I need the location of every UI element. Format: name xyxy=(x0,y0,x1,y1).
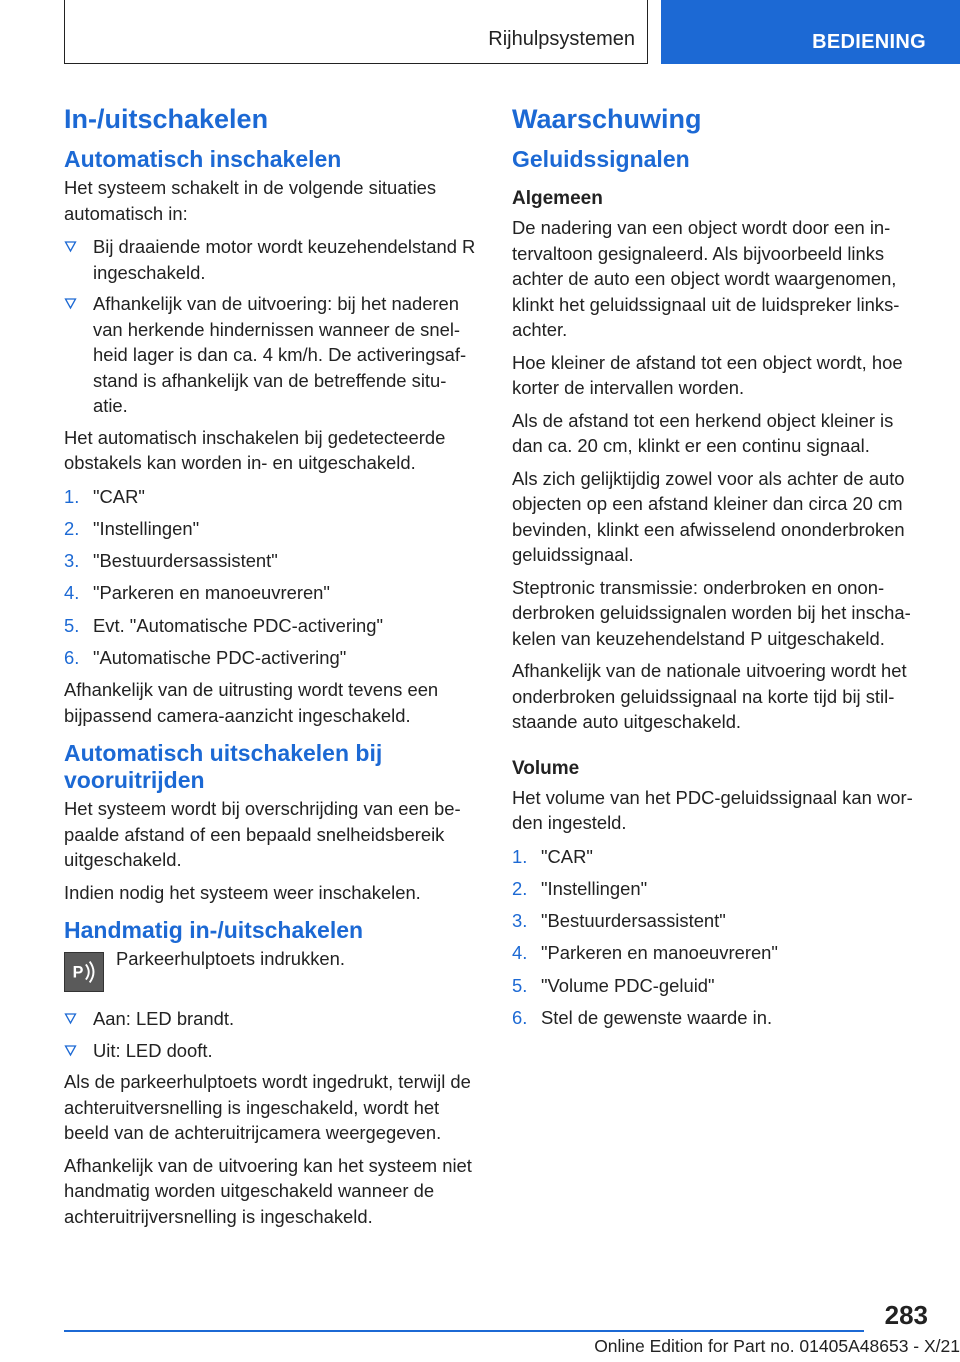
header-chapter-title: BEDIENING xyxy=(812,31,926,53)
auto-on-intro: Het systeem schakelt in de volgende situaties automatisch in: xyxy=(64,177,437,224)
list-item xyxy=(64,516,480,542)
manual-bullets xyxy=(64,1006,480,1063)
step-number: 5. xyxy=(512,974,528,996)
heading-sounds: Geluidssignalen xyxy=(512,146,690,172)
step-number: 2. xyxy=(64,517,80,539)
step-number: 4. xyxy=(64,582,80,604)
auto-on-steps xyxy=(64,484,480,671)
section-title-switching: In-/uitschakelen xyxy=(64,104,269,134)
left-column xyxy=(64,96,480,1236)
list-item xyxy=(512,908,928,934)
section-title-warning: Waarschuwing xyxy=(512,104,702,134)
general-paragraph: Steptronic transmissie: onderbroken en onon-derbroken geluidssignalen worden bij het inscha-kelen van keuzehendelstand P uitgeschakeld. xyxy=(512,576,911,649)
list-item xyxy=(64,1006,480,1032)
auto-on-paragraph: Het automatisch inschakelen bij gedetecteerde obstakels kan worden in- en uitgeschakeld. xyxy=(64,426,446,473)
list-item xyxy=(64,645,480,671)
bullet-text: Aan: LED brandt. xyxy=(93,1008,235,1030)
step-text: "Bestuurdersassistent" xyxy=(541,910,726,932)
triangle-bullet-icon xyxy=(64,240,77,253)
step-number: 2. xyxy=(512,877,528,899)
park-assist-button-icon xyxy=(64,952,104,992)
list-item xyxy=(64,291,480,419)
step-text: "CAR" xyxy=(541,845,593,867)
step-number: 6. xyxy=(512,1006,528,1028)
heading-volume: Volume xyxy=(512,757,580,779)
heading-manual: Handmatig in-/uitschakelen xyxy=(64,917,364,944)
list-item xyxy=(512,1005,928,1031)
footer-divider xyxy=(64,1330,864,1332)
list-item xyxy=(512,973,928,999)
bullet-text: Uit: LED dooft. xyxy=(93,1039,213,1061)
footer-edition: Online Edition for Part no. 01405A48653 - X/21 xyxy=(594,1336,960,1356)
step-text: "Parkeren en manoeuvreren" xyxy=(541,942,778,964)
header-chapter-tab xyxy=(661,0,960,64)
general-paragraph: Afhankelijk van de nationale uitvoering wordt het onderbroken geluidssignaal na korte tijd bij stil-staande auto uitgeschakeld. xyxy=(512,660,907,732)
triangle-bullet-icon xyxy=(64,1012,77,1025)
manual-paragraph-1: Als de parkeerhulptoets wordt ingedrukt, terwijl de achteruitversnelling is ingeschakeld, wordt het beeld van de achteruitrijcamera weergegeven. xyxy=(64,1071,471,1144)
triangle-bullet-icon xyxy=(64,1044,77,1057)
step-number: 1. xyxy=(512,845,528,867)
step-number: 3. xyxy=(64,550,80,572)
step-number: 5. xyxy=(64,614,80,636)
step-text: "CAR" xyxy=(93,485,145,507)
auto-on-bullets xyxy=(64,234,480,419)
page-number: 283 xyxy=(884,1300,928,1330)
volume-steps xyxy=(512,844,928,1031)
heading-auto-off: Automatisch uitschakelen bij vooruitrijden xyxy=(64,740,383,794)
list-item xyxy=(64,613,480,639)
heading-auto-on: Automatisch inschakelen xyxy=(64,146,342,172)
step-text: "Instellingen" xyxy=(93,517,200,539)
auto-off-paragraph-2: Indien nodig het systeem weer inschakelen. xyxy=(64,881,421,903)
general-paragraph: De nadering van een object wordt door een in-tervaltoon gesignaleerd. Als bijvoorbeeld links achter de auto een object wordt waargenomen, klinkt het geluidssignaal uit de luidspreker links-achter. xyxy=(512,217,900,340)
header-section-title: Rijhulpsystemen xyxy=(488,28,635,50)
step-number: 3. xyxy=(512,910,528,932)
header-section-box xyxy=(64,0,648,64)
step-number: 4. xyxy=(512,942,528,964)
triangle-bullet-icon xyxy=(64,297,77,310)
button-instruction xyxy=(64,946,480,998)
step-text: "Volume PDC-geluid" xyxy=(541,974,715,996)
general-paragraph: Als de afstand tot een herkend object kleiner is dan ca. 20 cm, klinkt er een continu signaal. xyxy=(512,409,894,456)
list-item xyxy=(64,548,480,574)
step-text: Evt. "Automatische PDC-activering" xyxy=(93,614,384,636)
step-text: "Automatische PDC-activering" xyxy=(93,646,347,668)
list-item xyxy=(64,580,480,606)
auto-off-paragraph-1: Het systeem wordt bij overschrijding van een be-paalde afstand of een bepaald snelheidsbereik uitgeschakeld. xyxy=(64,798,461,871)
step-text: "Bestuurdersassistent" xyxy=(93,550,278,572)
step-text: "Parkeren en manoeuvreren" xyxy=(93,582,330,604)
list-item xyxy=(512,876,928,902)
list-item xyxy=(64,234,480,285)
step-number: 1. xyxy=(64,485,80,507)
step-number: 6. xyxy=(64,646,80,668)
manual-paragraph-2: Afhankelijk van de uitvoering kan het systeem niet handmatig worden uitgeschakeld wanneer de achteruitrijversnelling is ingeschakeld. xyxy=(64,1154,472,1227)
general-paragraph: Als zich gelijktijdig zowel voor als achter de auto objecten op een afstand kleiner dan circa 20 cm bevinden, klinkt een afwisselend ononderbroken geluidssignaal. xyxy=(512,467,905,565)
list-item xyxy=(512,940,928,966)
heading-general: Algemeen xyxy=(512,188,603,209)
list-item xyxy=(64,1038,480,1064)
bullet-text: Bij draaiende motor wordt keuzehendelstand R ingeschakeld. xyxy=(93,236,476,283)
step-text: "Instellingen" xyxy=(541,877,648,899)
bullet-text: Afhankelijk van de uitvoering: bij het naderen van herkende hindernissen wanneer de snel-heid lager is dan ca. 4 km/h. De activeringsaf-stand is afhankelijk van de betreffende situ-atie. xyxy=(93,293,467,416)
auto-on-after: Afhankelijk van de uitrusting wordt tevens een bijpassend camera-aanzicht ingeschakeld. xyxy=(64,679,439,726)
general-paragraph: Hoe kleiner de afstand tot een object wordt, hoe korter de intervallen worden. xyxy=(512,351,903,398)
right-column xyxy=(512,96,928,1037)
list-item xyxy=(512,844,928,870)
button-instruction-text: Parkeerhulptoets indrukken. xyxy=(116,948,345,970)
svg-text:P: P xyxy=(72,963,84,982)
step-text: Stel de gewenste waarde in. xyxy=(541,1006,773,1028)
list-item xyxy=(64,484,480,510)
volume-paragraph: Het volume van het PDC-geluidssignaal kan wor-den ingesteld. xyxy=(512,786,913,833)
